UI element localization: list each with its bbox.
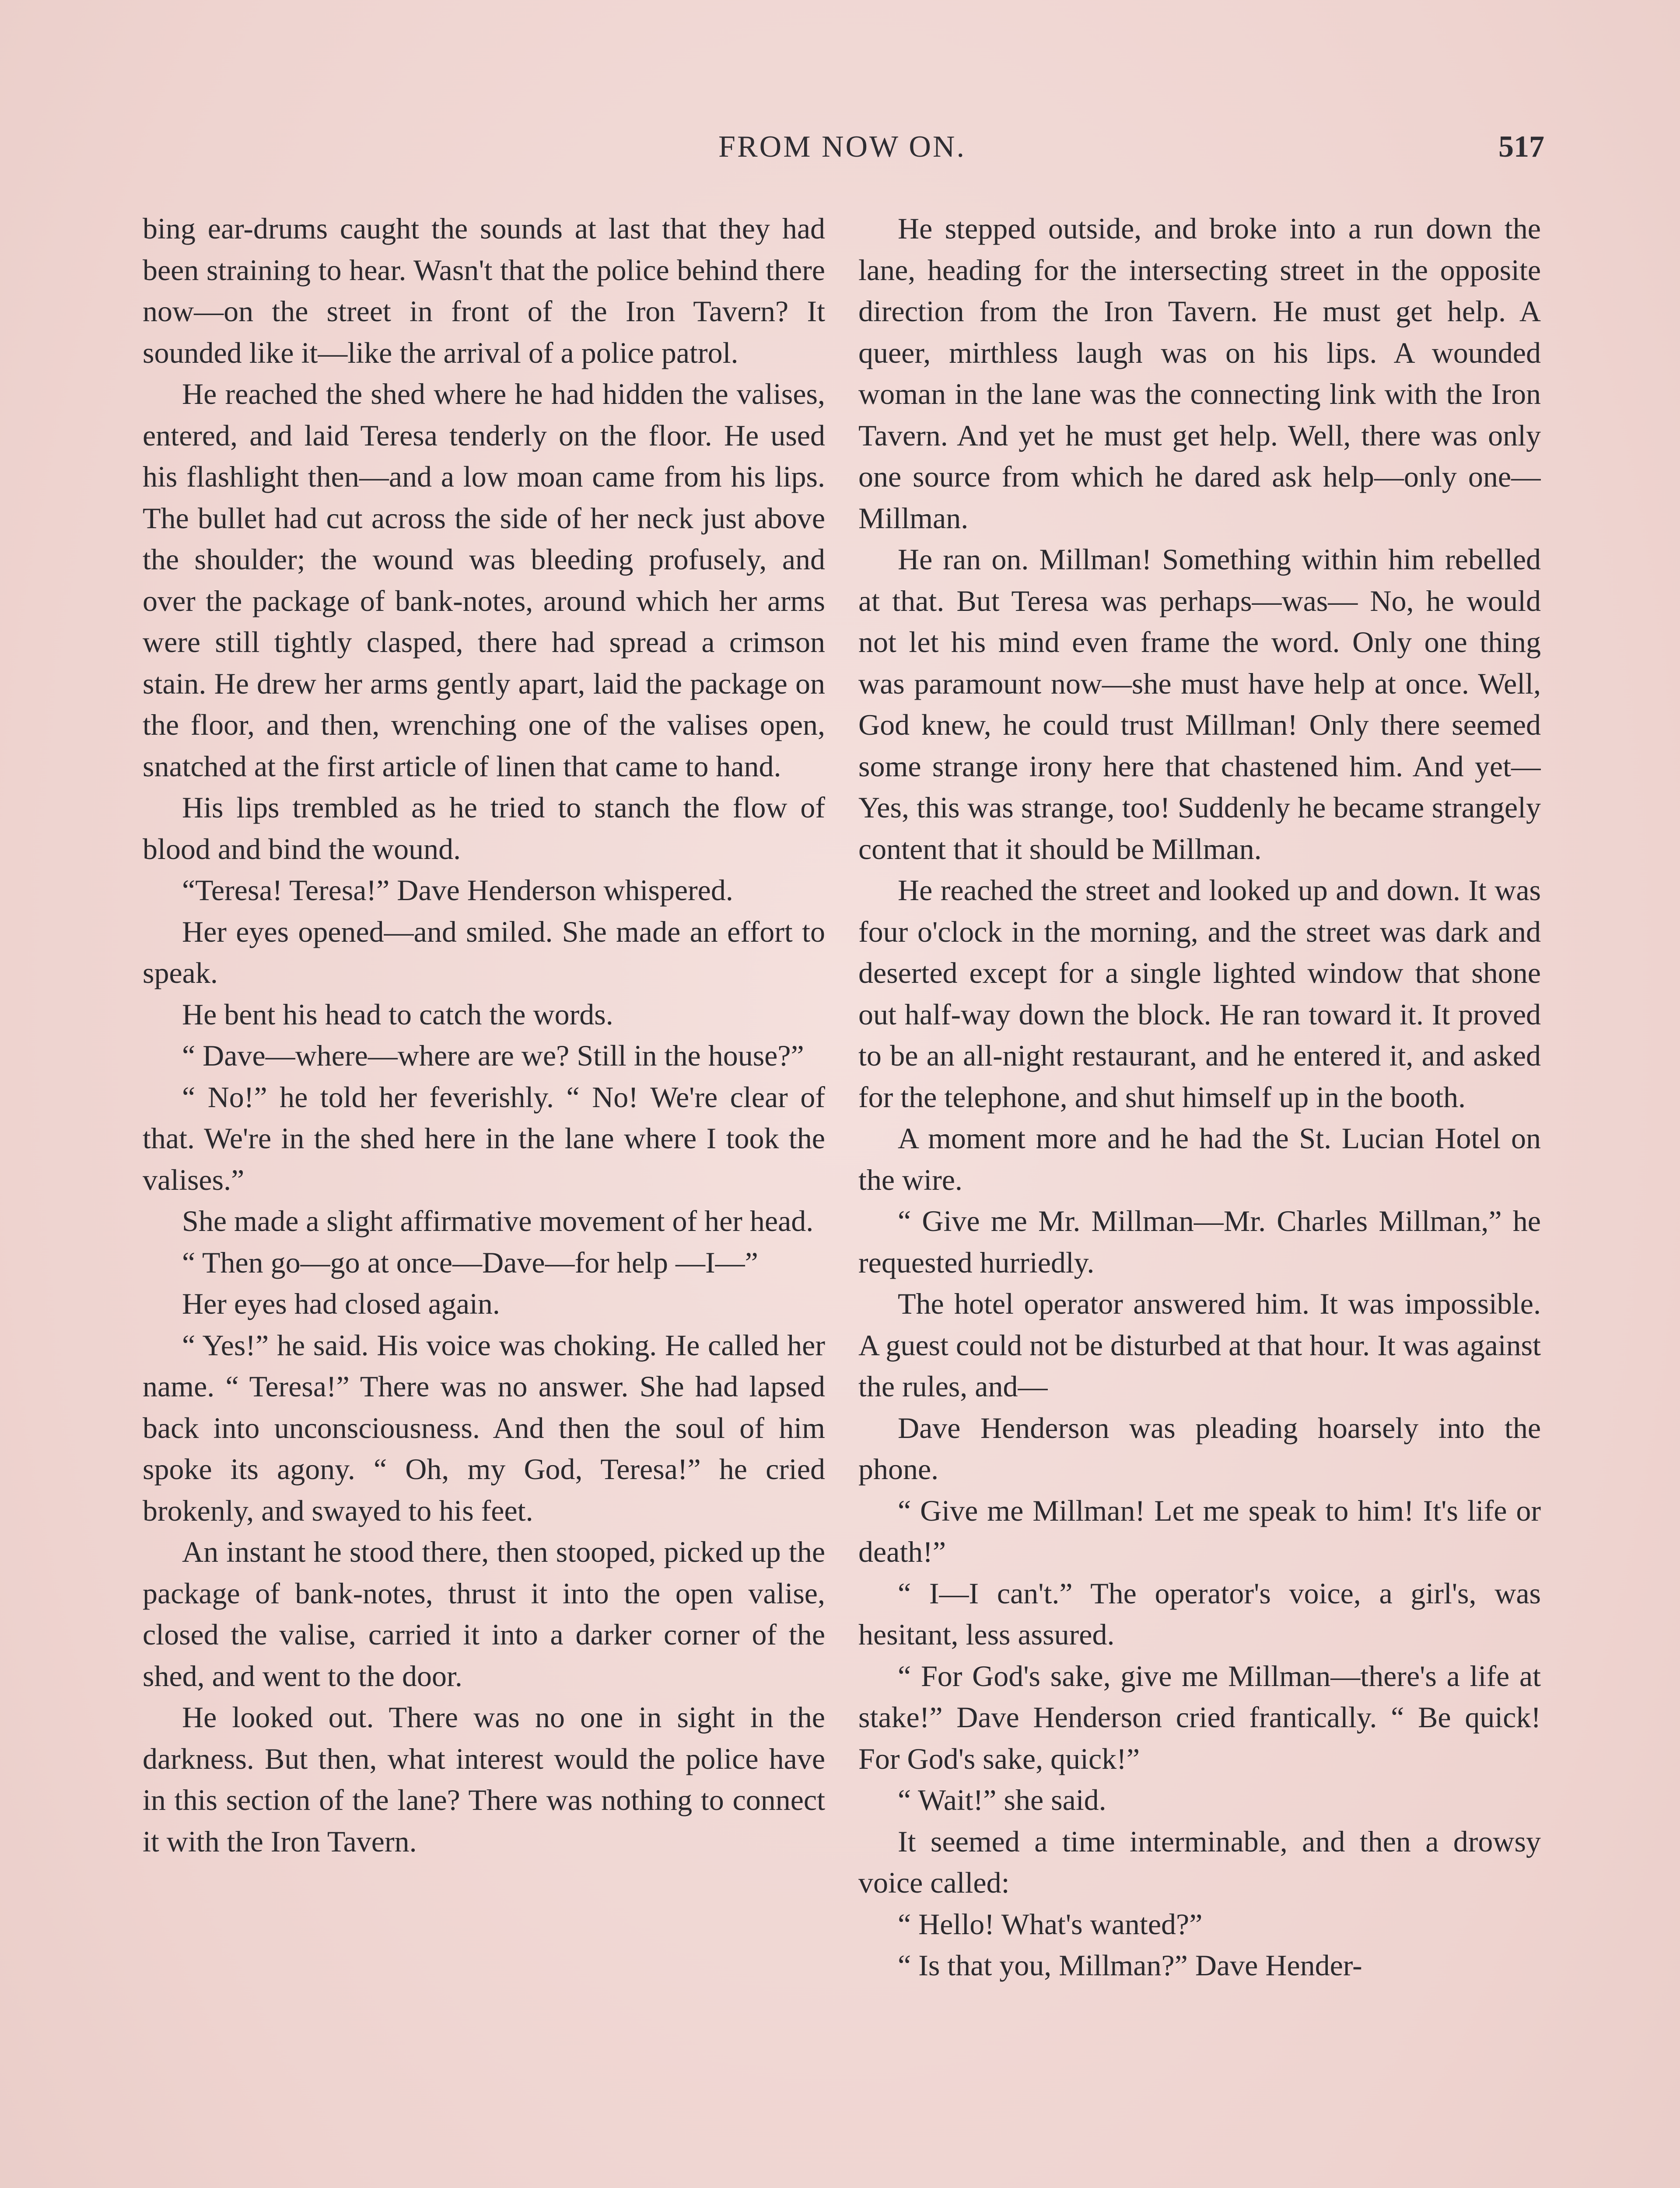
- paragraph: His lips trembled as he tried to stanch the flow of blood and bind the wound.: [143, 791, 825, 866]
- paragraph: He reached the shed where he had hidden the valises, entered, and laid Teresa tenderly on the floor. He used his flashlight then—and a low moan came from his lips. The bullet had cut across the side of her neck just above the shoulder; the wound was bleeding profusely, and over the package of bank-notes, around which her arms were still tightly clasped, there had spread a crimson stain. He drew her arms gently apart, laid the package on the floor, and then, wrenching one of the valises open, snatched at the first article of linen that came to hand.: [143, 377, 825, 783]
- paragraph: “ Then go—go at once—Dave—for help —I—”: [182, 1245, 758, 1279]
- running-title: FROM NOW ON.: [718, 130, 966, 164]
- paragraph: An instant he stood there, then stooped, picked up the package of bank-notes, thrust it into the open valise, closed the valise, carried it into a darker corner of the shed, and went to the door.: [143, 1535, 825, 1693]
- paragraph: She made a slight affirmative movement of her head.: [182, 1204, 814, 1238]
- paragraph: He reached the street and looked up and down. It was four o'clock in the morning, and the street was dark and deserted except for a single lighted window that shone out half-way down the block. He ran toward it. It proved to be an all-night restaurant, and he entered it, and asked for the telephone, and shut himself up in the booth.: [858, 873, 1541, 1114]
- paragraph: “ For God's sake, give me Millman—there's a life at stake!” Dave Henderson cried frantically. “ Be quick! For God's sake, quick!”: [858, 1659, 1541, 1775]
- paragraph: He stepped outside, and broke into a run down the lane, heading for the intersecting street in the opposite direction from the Iron Tavern. He must get help. A queer, mirthless laugh was on his lips. A wounded woman in the lane was the connecting link with the Iron Tavern. And yet he must get help. Well, there was only one source from which he dared ask help—only one—Millman.: [858, 212, 1541, 535]
- paragraph: “ Give me Millman! Let me speak to him! It's life or death!”: [858, 1494, 1541, 1568]
- paragraph: The hotel operator answered him. It was impossible. A guest could not be disturbed at that hour. It was against the rules, and—: [858, 1287, 1541, 1403]
- paragraph: Her eyes had closed again.: [182, 1287, 500, 1320]
- paragraph: bing ear-drums caught the sounds at last that they had been straining to hear. Wasn't that the police behind there now—on the street in front of the Iron Tavern? It sounded like it—like the arrival of a police patrol.: [143, 212, 825, 369]
- running-head: [140, 130, 1544, 178]
- page-number: 517: [1498, 130, 1544, 164]
- paragraph: “ Wait!” she said.: [898, 1783, 1106, 1816]
- paragraph: He bent his head to catch the words.: [182, 997, 613, 1031]
- paragraph: “Teresa! Teresa!” Dave Henderson whispered.: [182, 873, 733, 907]
- paragraph: “ I—I can't.” The operator's voice, a girl's, was hesitant, less assured.: [858, 1576, 1541, 1651]
- paragraph: He ran on. Millman! Something within him rebelled at that. But Teresa was perhaps—was— No, he would not let his mind even frame the word. Only one thing was paramount now—she must have help at once. Well, God knew, he could trust Millman! Only there seemed some strange irony here that chastened him. And yet— Yes, this was strange, too! Suddenly he became strangely content that it should be Millman.: [858, 543, 1541, 866]
- right-column: [858, 208, 1541, 2188]
- paragraph: A moment more and he had the St. Lucian Hotel on the wire.: [858, 1122, 1541, 1196]
- paragraph: Dave Henderson was pleading hoarsely into the phone.: [858, 1411, 1541, 1486]
- paragraph: “ Give me Mr. Millman—Mr. Charles Millman,” he requested hurriedly.: [858, 1204, 1541, 1279]
- paragraph: Her eyes opened—and smiled. She made an effort to speak.: [143, 915, 825, 989]
- paragraph: “ Is that you, Millman?” Dave Hender-: [898, 1949, 1362, 1982]
- paragraph: “ Dave—where—where are we? Still in the house?”: [182, 1039, 804, 1072]
- left-column: [143, 208, 825, 2188]
- paragraph: He looked out. There was no one in sight in the darkness. But then, what interest would the police have in this section of the lane? There was nothing to connect it with the Iron Tavern.: [143, 1701, 825, 1858]
- paragraph: “ Hello! What's wanted?”: [898, 1907, 1203, 1941]
- paragraph: “ No!” he told her feverishly. “ No! We're clear of that. We're in the shed here in the lane where I took the valises.”: [143, 1080, 825, 1196]
- paragraph: It seemed a time interminable, and then a drowsy voice called:: [858, 1824, 1541, 1899]
- paragraph: “ Yes!” he said. His voice was choking. He called her name. “ Teresa!” There was no answer. She had lapsed back into unconsciousness. And then the soul of him spoke its agony. “ Oh, my God, Teresa!” he cried brokenly, and swayed to his feet.: [143, 1328, 825, 1527]
